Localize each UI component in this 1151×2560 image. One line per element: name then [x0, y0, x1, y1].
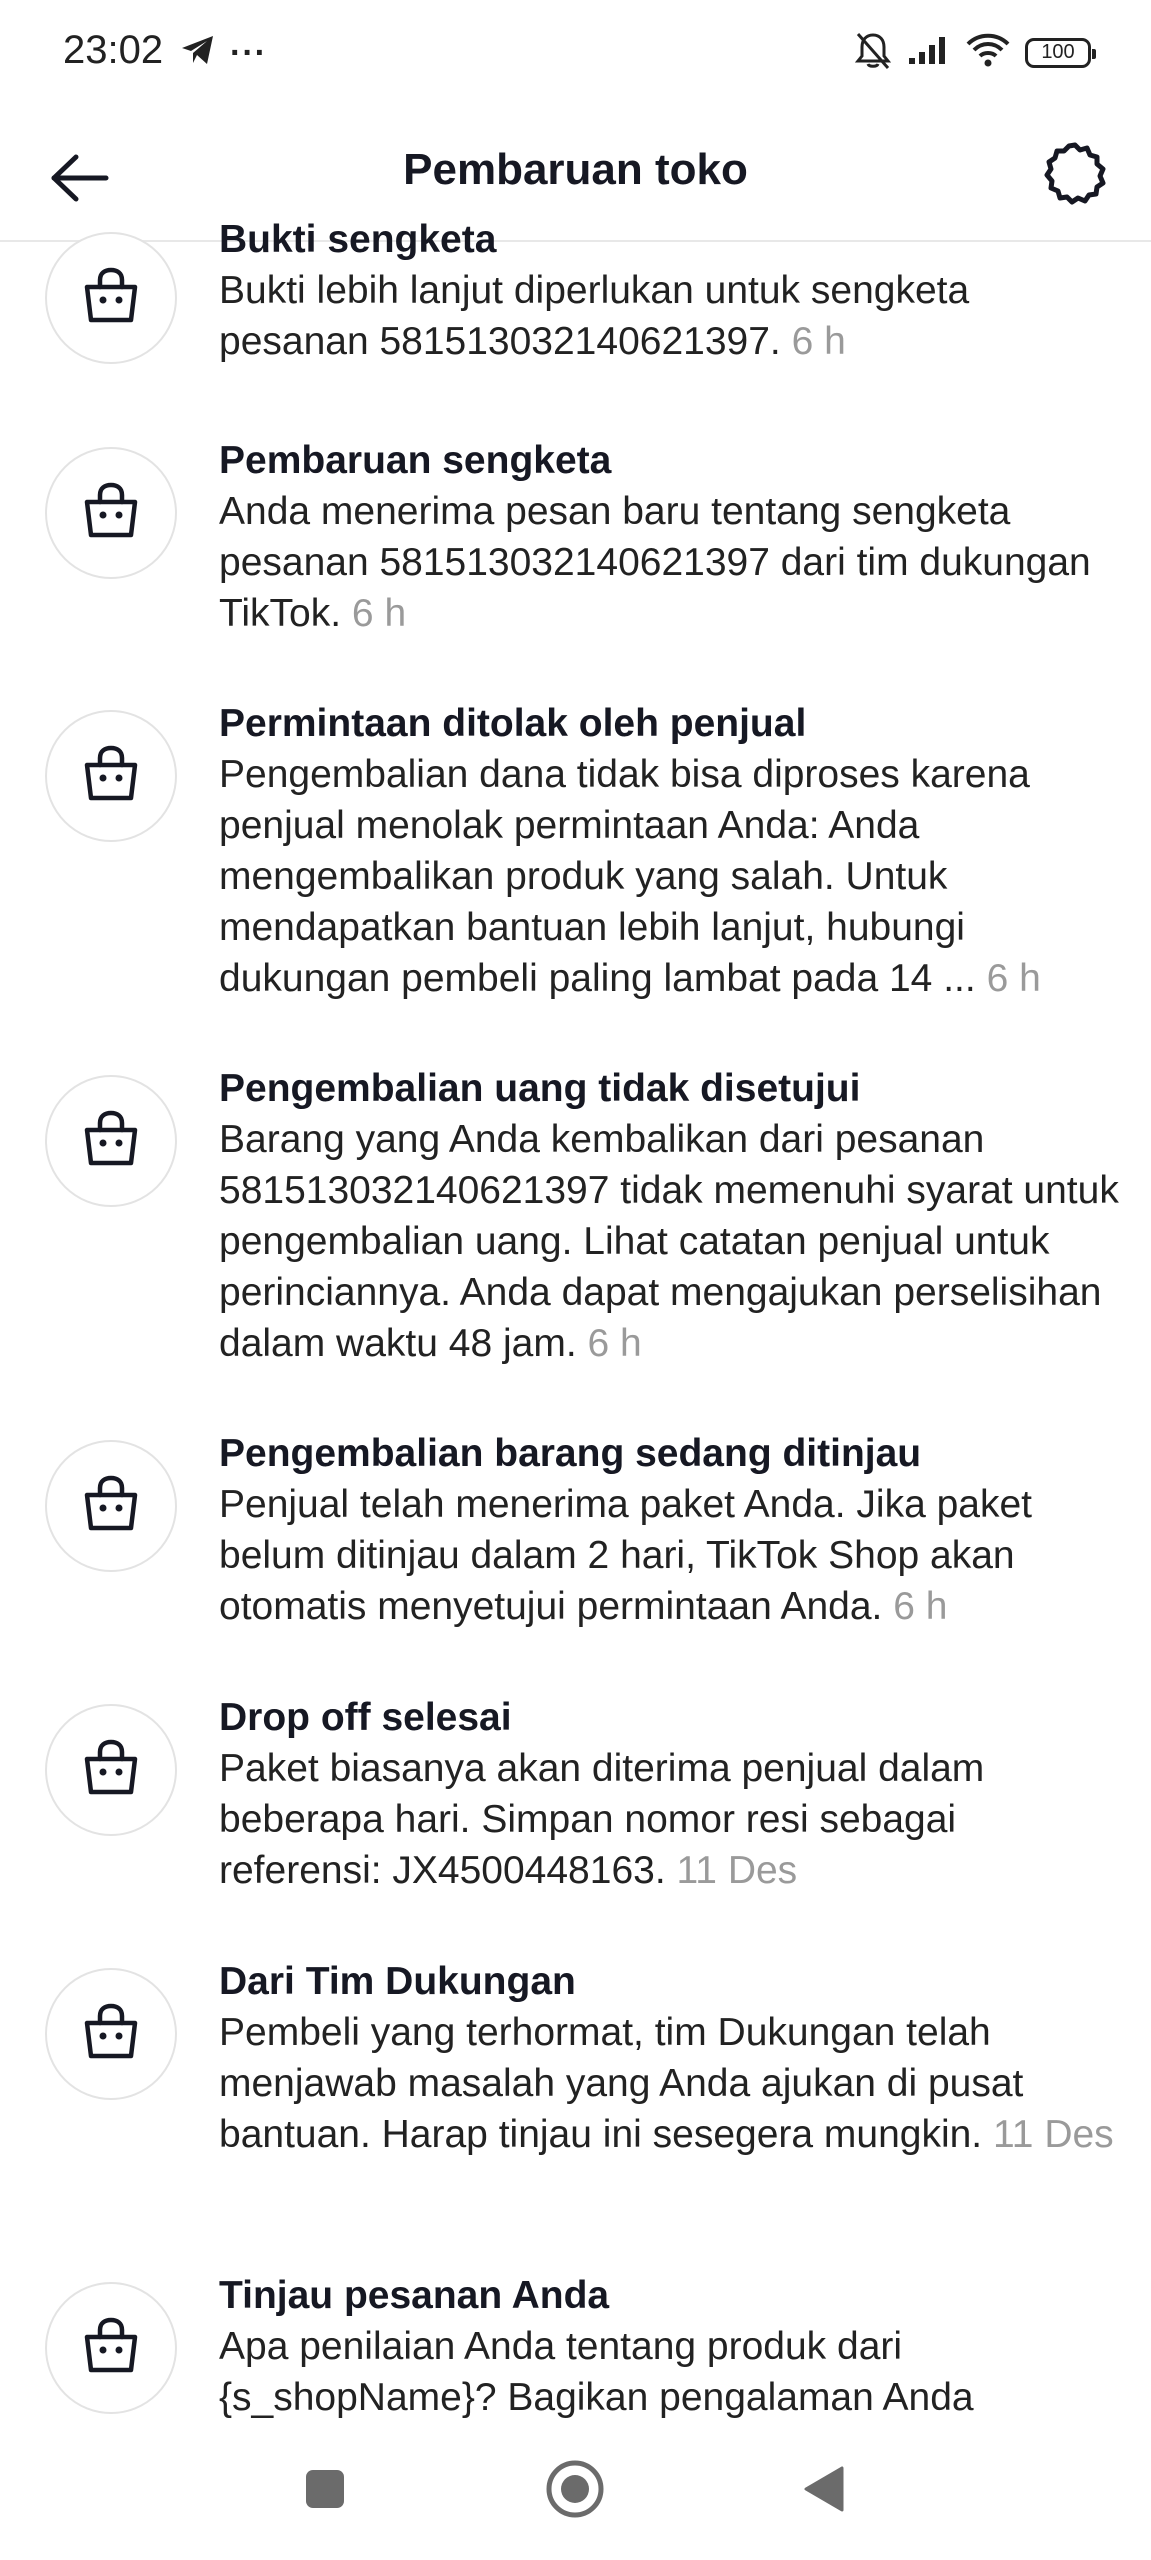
- shopping-bag-icon-badge: [45, 232, 177, 364]
- notification-list[interactable]: [0, 218, 1151, 2424]
- status-bar: [0, 0, 1151, 110]
- settings-button[interactable]: [1035, 136, 1115, 216]
- list-item-title: Pembaruan sengketa: [219, 439, 612, 482]
- recents-square-icon: [303, 2467, 347, 2516]
- list-item[interactable]: [0, 2274, 1151, 2424]
- list-item-message: Paket biasanya akan diterima penjual dalam beberapa hari. Simpan nomor resi sebagai referensi: JX4500448163.: [219, 1747, 985, 1892]
- list-item-body: [219, 749, 1119, 1004]
- shopping-bag-icon: [81, 482, 141, 545]
- wifi-icon: [965, 32, 1011, 73]
- mute-bell-icon: [853, 30, 893, 75]
- list-item[interactable]: [0, 1696, 1151, 1914]
- list-item[interactable]: [0, 212, 1151, 412]
- gear-icon: [1042, 141, 1108, 212]
- list-item-title: Tinjau pesanan Anda: [219, 2274, 610, 2317]
- home-circle-icon: [544, 2458, 606, 2525]
- list-item-text: [219, 2270, 1119, 2423]
- list-item-message: Penjual telah menerima paket Anda. Jika paket belum ditinjau dalam 2 hari, TikTok Shop akan otomatis menyetujui permintaan Anda.: [219, 1483, 1033, 1628]
- list-item-text: [219, 1692, 1119, 1896]
- shopping-bag-icon-badge: [45, 447, 177, 579]
- shopping-bag-icon-badge: [45, 2282, 177, 2414]
- status-left-icons: [180, 34, 267, 71]
- battery-level: 100: [1041, 41, 1075, 63]
- list-item-message: Barang yang Anda kembalikan dari pesanan 581513032140621397 tidak memenuhi syarat untuk pengembalian uang. Lihat catatan penjual untuk perinciannya. Anda dapat mengajukan perselisihan dalam waktu 48 jam.: [219, 1118, 1119, 1365]
- list-item-text: [219, 1956, 1119, 2160]
- list-item-time: 6 h: [791, 320, 846, 363]
- list-item-time: 6 h: [587, 1322, 642, 1365]
- list-item-title: Dari Tim Dukungan: [219, 1960, 576, 2003]
- list-item-message: Apa penilaian Anda tentang produk dari {s_shopName}? Bagikan pengalaman Anda: [219, 2325, 974, 2419]
- system-back-button[interactable]: [780, 2446, 870, 2536]
- list-item-message: Anda menerima pesan baru tentang sengketa pesanan 581513032140621397 dari tim dukungan TikTok.: [219, 490, 1091, 635]
- back-triangle-icon: [802, 2464, 848, 2519]
- list-item[interactable]: [0, 439, 1151, 697]
- shopping-bag-icon-badge: [45, 710, 177, 842]
- telegram-icon: [180, 34, 216, 71]
- shopping-bag-icon-badge: [45, 1704, 177, 1836]
- shopping-bag-icon-badge: [45, 1440, 177, 1572]
- list-item-time: 11 Des: [676, 1849, 798, 1892]
- list-item-title: Pengembalian barang sedang ditinjau: [219, 1432, 922, 1475]
- list-item-text: [219, 214, 1119, 367]
- list-item-text: [219, 435, 1119, 639]
- list-item-body: [219, 486, 1119, 639]
- list-item-text: [219, 1063, 1119, 1369]
- list-item-message: Bukti lebih lanjut diperlukan untuk sengketa pesanan 581513032140621397.: [219, 269, 970, 363]
- back-arrow-icon: [50, 153, 110, 208]
- list-item-body: [219, 2007, 1119, 2160]
- list-item-message: Pengembalian dana tidak bisa diproses karena penjual menolak permintaan Anda: Anda mengembalikan produk yang salah. Untuk mendapatkan bantuan lebih lanjut, hubungi dukungan pembeli paling lambat pada 14 ...: [219, 753, 1030, 1000]
- list-item-title: Permintaan ditolak oleh penjual: [219, 702, 807, 745]
- list-item-message: Pembeli yang terhormat, tim Dukungan telah menjawab masalah yang Anda ajukan di pusat bantuan. Harap tinjau ini sesegera mungkin.: [219, 2011, 1024, 2156]
- signal-icon: [907, 34, 951, 71]
- list-item[interactable]: [0, 1067, 1151, 1395]
- list-item-body: [219, 1743, 1119, 1896]
- home-button[interactable]: [530, 2446, 620, 2536]
- shopping-bag-icon-badge: [45, 1968, 177, 2100]
- list-item-time: 6 h: [351, 592, 407, 635]
- list-item-time: 6 h: [986, 957, 1041, 1000]
- list-item-title: Drop off selesai: [219, 1696, 512, 1739]
- list-item[interactable]: [0, 1432, 1151, 1650]
- list-item-body: [219, 265, 1119, 367]
- list-item-body: [219, 1114, 1119, 1369]
- list-item-body: [219, 1479, 1119, 1632]
- status-time: 23:02: [63, 28, 164, 72]
- shopping-bag-icon: [81, 1110, 141, 1173]
- status-right-icons: [853, 30, 1091, 75]
- shopping-bag-icon: [81, 745, 141, 808]
- page-title: Pembaruan toko: [403, 145, 748, 194]
- list-item-text: [219, 1428, 1119, 1632]
- list-item[interactable]: [0, 702, 1151, 1070]
- list-item-body: [219, 2321, 1119, 2423]
- list-item-title: Bukti sengketa: [219, 218, 497, 261]
- shopping-bag-icon: [81, 1475, 141, 1538]
- back-button[interactable]: [40, 140, 120, 220]
- list-item-text: [219, 698, 1119, 1004]
- status-more-dots: ···: [230, 33, 267, 72]
- shopping-bag-icon: [81, 267, 141, 330]
- battery-icon: [1025, 38, 1091, 68]
- system-nav-bar: [0, 2424, 1151, 2560]
- shopping-bag-icon: [81, 1739, 141, 1802]
- list-item-time: 6 h: [893, 1585, 948, 1628]
- recents-button[interactable]: [280, 2446, 370, 2536]
- shopping-bag-icon: [81, 2003, 141, 2066]
- list-item-title: Pengembalian uang tidak disetujui: [219, 1067, 861, 1110]
- list-item-time: 11 Des: [993, 2113, 1114, 2156]
- shopping-bag-icon: [81, 2317, 141, 2380]
- list-item[interactable]: [0, 1960, 1151, 2228]
- shopping-bag-icon-badge: [45, 1075, 177, 1207]
